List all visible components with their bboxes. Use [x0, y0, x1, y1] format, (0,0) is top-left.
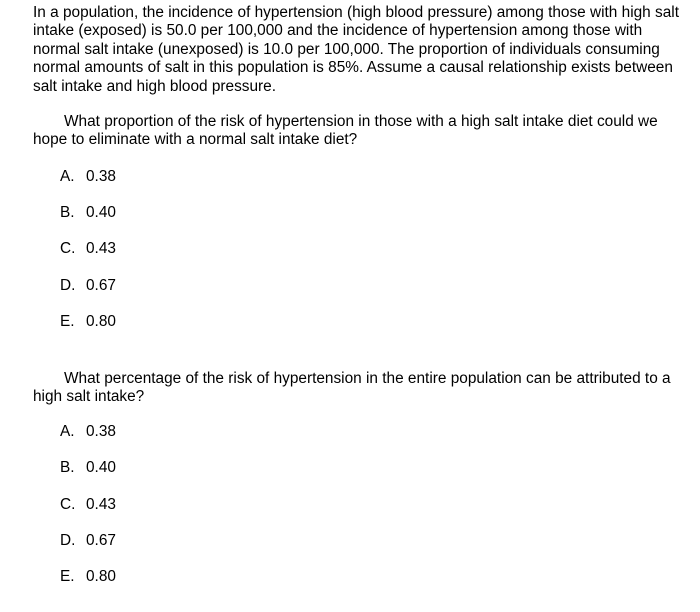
q2-option-b[interactable]	[60, 459, 116, 477]
option-letter: A.	[60, 423, 75, 440]
option-letter: E.	[60, 568, 75, 585]
option-letter: C.	[60, 240, 76, 257]
option-letter: E.	[60, 313, 75, 330]
option-value: 0.40	[86, 204, 116, 221]
question-1-label: What proportion of the risk of hypertension in those with a high salt intake diet could we hope to eliminate with a normal salt intake diet?	[33, 113, 658, 149]
q1-option-b[interactable]	[60, 204, 116, 222]
option-value: 0.43	[86, 496, 116, 513]
option-value: 0.80	[86, 568, 116, 585]
option-letter: A.	[60, 168, 75, 185]
question-2-text	[33, 370, 688, 407]
option-letter: D.	[60, 532, 76, 549]
question-1-text	[33, 113, 688, 150]
option-value: 0.80	[86, 313, 116, 330]
q2-option-a[interactable]	[60, 423, 116, 441]
intro-paragraph: In a population, the incidence of hypertension (high blood pressure) among those with high salt intake (exposed) is 50.0 per 100,000 and the incidence of hypertension among those with normal salt intake (unexposed) is 10.0 per 100,000. The proportion of individuals consuming normal amounts of salt in this population is 85%. Assume a causal relationship exists between salt intake and high blood pressure.	[33, 4, 679, 95]
option-letter: B.	[60, 204, 75, 221]
q1-option-d[interactable]	[60, 277, 116, 295]
q1-option-c[interactable]	[60, 240, 116, 258]
q2-option-d[interactable]	[60, 532, 116, 550]
option-letter: C.	[60, 496, 76, 513]
question-2-label: What percentage of the risk of hypertension in the entire population can be attributed to a high salt intake?	[33, 370, 671, 406]
q2-option-c[interactable]	[60, 496, 116, 514]
option-letter: D.	[60, 277, 76, 294]
q2-option-e[interactable]	[60, 568, 116, 586]
option-value: 0.43	[86, 240, 116, 257]
option-letter: B.	[60, 459, 75, 476]
option-value: 0.67	[86, 532, 116, 549]
q1-option-a[interactable]	[60, 168, 116, 186]
option-value: 0.38	[86, 423, 116, 440]
q1-option-e[interactable]	[60, 313, 116, 331]
option-value: 0.40	[86, 459, 116, 476]
option-value: 0.67	[86, 277, 116, 294]
option-value: 0.38	[86, 168, 116, 185]
